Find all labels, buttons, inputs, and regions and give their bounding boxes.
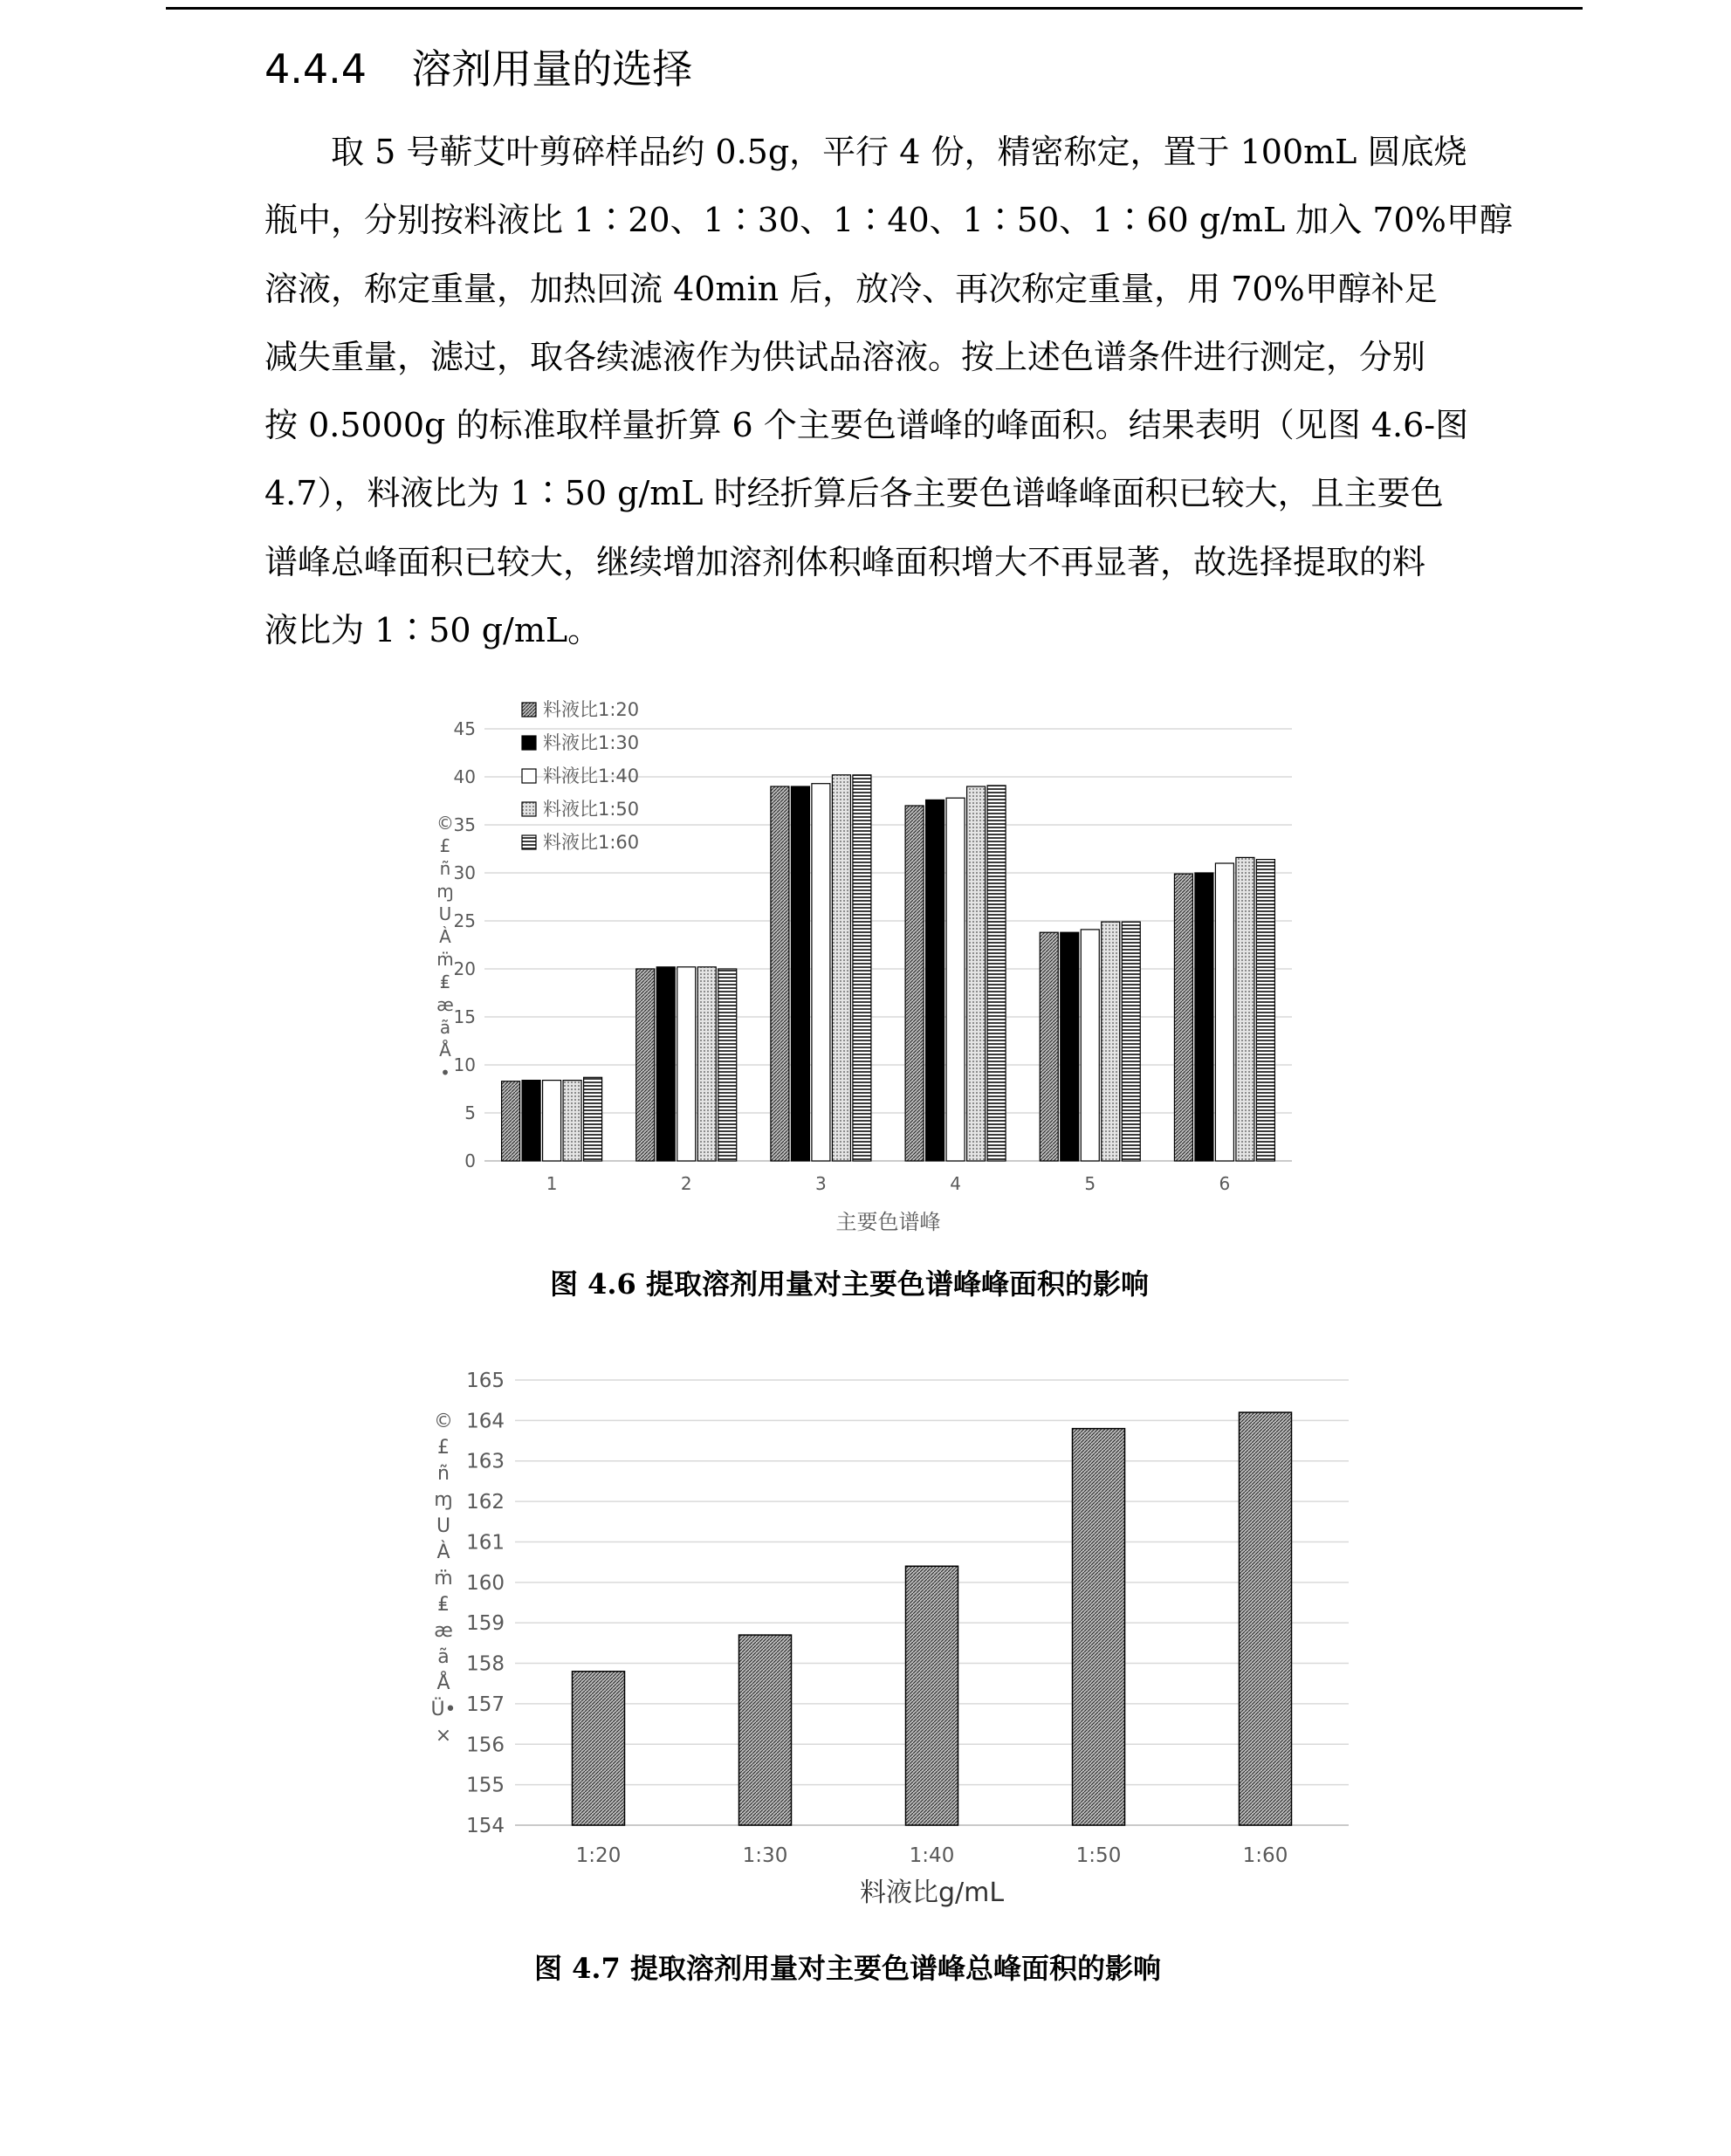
bar (771, 786, 789, 1161)
bar (739, 1635, 792, 1825)
legend-label: 料液比1:20 (543, 699, 640, 720)
x-tick-label: 1:50 (1075, 1844, 1122, 1867)
bar (584, 1077, 602, 1161)
x-tick-label: 1:60 (1242, 1844, 1288, 1867)
y-tick-label: 165 (466, 1370, 505, 1392)
bar (522, 1081, 540, 1161)
legend-label: 料液比1:30 (543, 732, 640, 753)
y-tick-label: 35 (453, 814, 476, 835)
x-axis-label: 料液比g/mL (859, 1878, 1005, 1908)
y-tick-label: 163 (466, 1450, 505, 1473)
figure-4-7-caption: 图 4.7 提取溶剂用量对主要色谱峰总峰面积的影响 (534, 1952, 1161, 1985)
paragraph-line: 溶液，称定重量，加热回流 40min 后，放冷、再次称定重量，用 70%甲醇补足 (264, 269, 1438, 308)
bar (1040, 932, 1058, 1161)
section-heading (264, 38, 692, 100)
bar (636, 969, 655, 1161)
bar (656, 967, 675, 1161)
x-tick-label: 6 (1219, 1173, 1231, 1194)
x-tick-label: 1 (546, 1173, 558, 1194)
figure-4-6-caption: 图 4.6 提取溶剂用量对主要色谱峰峰面积的影响 (550, 1267, 1149, 1301)
paragraph-line: 4.7），料液比为 1∶50 g/mL 时经折算后各主要色谱峰峰面积已较大，且主要色 (264, 474, 1444, 513)
y-tick-label: 162 (466, 1491, 505, 1514)
legend-label: 料液比1:40 (543, 766, 640, 786)
y-tick-label: 161 (466, 1531, 505, 1555)
legend-swatch (522, 703, 536, 717)
y-tick-label: 40 (453, 766, 476, 787)
y-tick-label: 15 (453, 1006, 476, 1027)
paragraph-line: 液比为 1∶50 g/mL。 (264, 611, 601, 650)
y-tick-label: 160 (466, 1571, 505, 1595)
legend-label: 料液比1:60 (543, 832, 640, 853)
bar (563, 1081, 581, 1161)
bar (1102, 922, 1120, 1161)
y-tick-label: 30 (453, 862, 476, 883)
figure-4-7-chart (410, 1349, 1388, 1925)
y-tick-label: 0 (464, 1150, 476, 1171)
bar (1236, 857, 1254, 1161)
y-tick-label: 45 (453, 718, 476, 739)
bar (1256, 860, 1274, 1161)
bar (1081, 930, 1099, 1161)
y-tick-label: 10 (453, 1054, 476, 1075)
bar (946, 798, 965, 1161)
y-tick-label: 154 (466, 1815, 505, 1837)
bar (1215, 863, 1233, 1161)
legend-swatch (522, 769, 536, 783)
bar (1061, 932, 1079, 1161)
paragraph-line: 瓶中，分别按料液比 1∶20、1∶30、1∶40、1∶50、1∶60 g/mL 加入 70%甲醇 (264, 201, 1513, 240)
bar (718, 969, 737, 1161)
bar (1073, 1429, 1125, 1825)
x-tick-label: 1:30 (742, 1844, 788, 1867)
paragraph-line: 谱峰总峰面积已较大，继续增加溶剂体积峰面积增大不再显著，故选择提取的料 (264, 542, 1426, 581)
bar (987, 786, 1006, 1161)
y-tick-label: 157 (466, 1693, 505, 1716)
bar (853, 775, 871, 1161)
y-tick-label: 156 (466, 1734, 505, 1757)
bar (1122, 922, 1140, 1161)
y-axis-label: © £ ñ ɱ U À m̈ ₤ æ ã Å Ü• × (430, 1411, 457, 1747)
y-tick-label: 20 (453, 958, 476, 979)
x-tick-label: 2 (680, 1173, 692, 1194)
bar (573, 1672, 625, 1825)
bar (832, 775, 850, 1161)
x-tick-label: 4 (950, 1173, 961, 1194)
bar (543, 1081, 561, 1161)
x-tick-label: 1:20 (575, 1844, 622, 1867)
bar (926, 800, 944, 1161)
bar (1195, 873, 1213, 1161)
legend-label: 料液比1:50 (543, 799, 640, 820)
bar (1240, 1412, 1292, 1825)
bar (697, 967, 716, 1161)
bar (1174, 874, 1192, 1161)
section-number: 4.4.4 (264, 45, 367, 93)
legend-swatch (522, 835, 536, 849)
paragraph-line: 按 0.5000g 的标准取样量折算 6 个主要色谱峰的峰面积。结果表明（见图 4.6-图 (264, 406, 1469, 445)
bar (791, 786, 809, 1161)
y-tick-label: 159 (466, 1612, 505, 1636)
y-tick-label: 164 (466, 1410, 505, 1433)
paragraph-line: 取 5 号蕲艾叶剪碎样品约 0.5g，平行 4 份，精密称定，置于 100mL 圆底烧 (331, 133, 1467, 171)
section-title: 溶剂用量的选择 (411, 45, 693, 93)
x-tick-label: 3 (815, 1173, 827, 1194)
bar (812, 784, 830, 1161)
y-tick-label: 155 (466, 1774, 505, 1797)
y-tick-label: 158 (466, 1652, 505, 1676)
paragraph-line: 减失重量，滤过，取各续滤液作为供试品溶液。按上述色谱条件进行测定，分别 (264, 337, 1426, 376)
x-axis-label: 主要色谱峰 (835, 1210, 941, 1234)
page-header-rule (166, 7, 1583, 10)
legend-swatch (522, 736, 536, 750)
x-tick-label: 5 (1084, 1173, 1096, 1194)
x-tick-label: 1:40 (909, 1844, 955, 1867)
bar (677, 967, 696, 1161)
body-paragraph (264, 118, 1513, 664)
y-tick-label: 25 (453, 910, 476, 931)
bar (906, 1566, 958, 1825)
figure-4-6-chart (410, 694, 1327, 1253)
bar (967, 786, 986, 1161)
y-tick-label: 5 (464, 1102, 476, 1123)
bar (905, 806, 924, 1161)
bar (502, 1081, 520, 1161)
y-axis-label: © £ ñ ɱ U À m̈ ₤ æ ã Å • (436, 813, 454, 1083)
legend-swatch (522, 802, 536, 816)
